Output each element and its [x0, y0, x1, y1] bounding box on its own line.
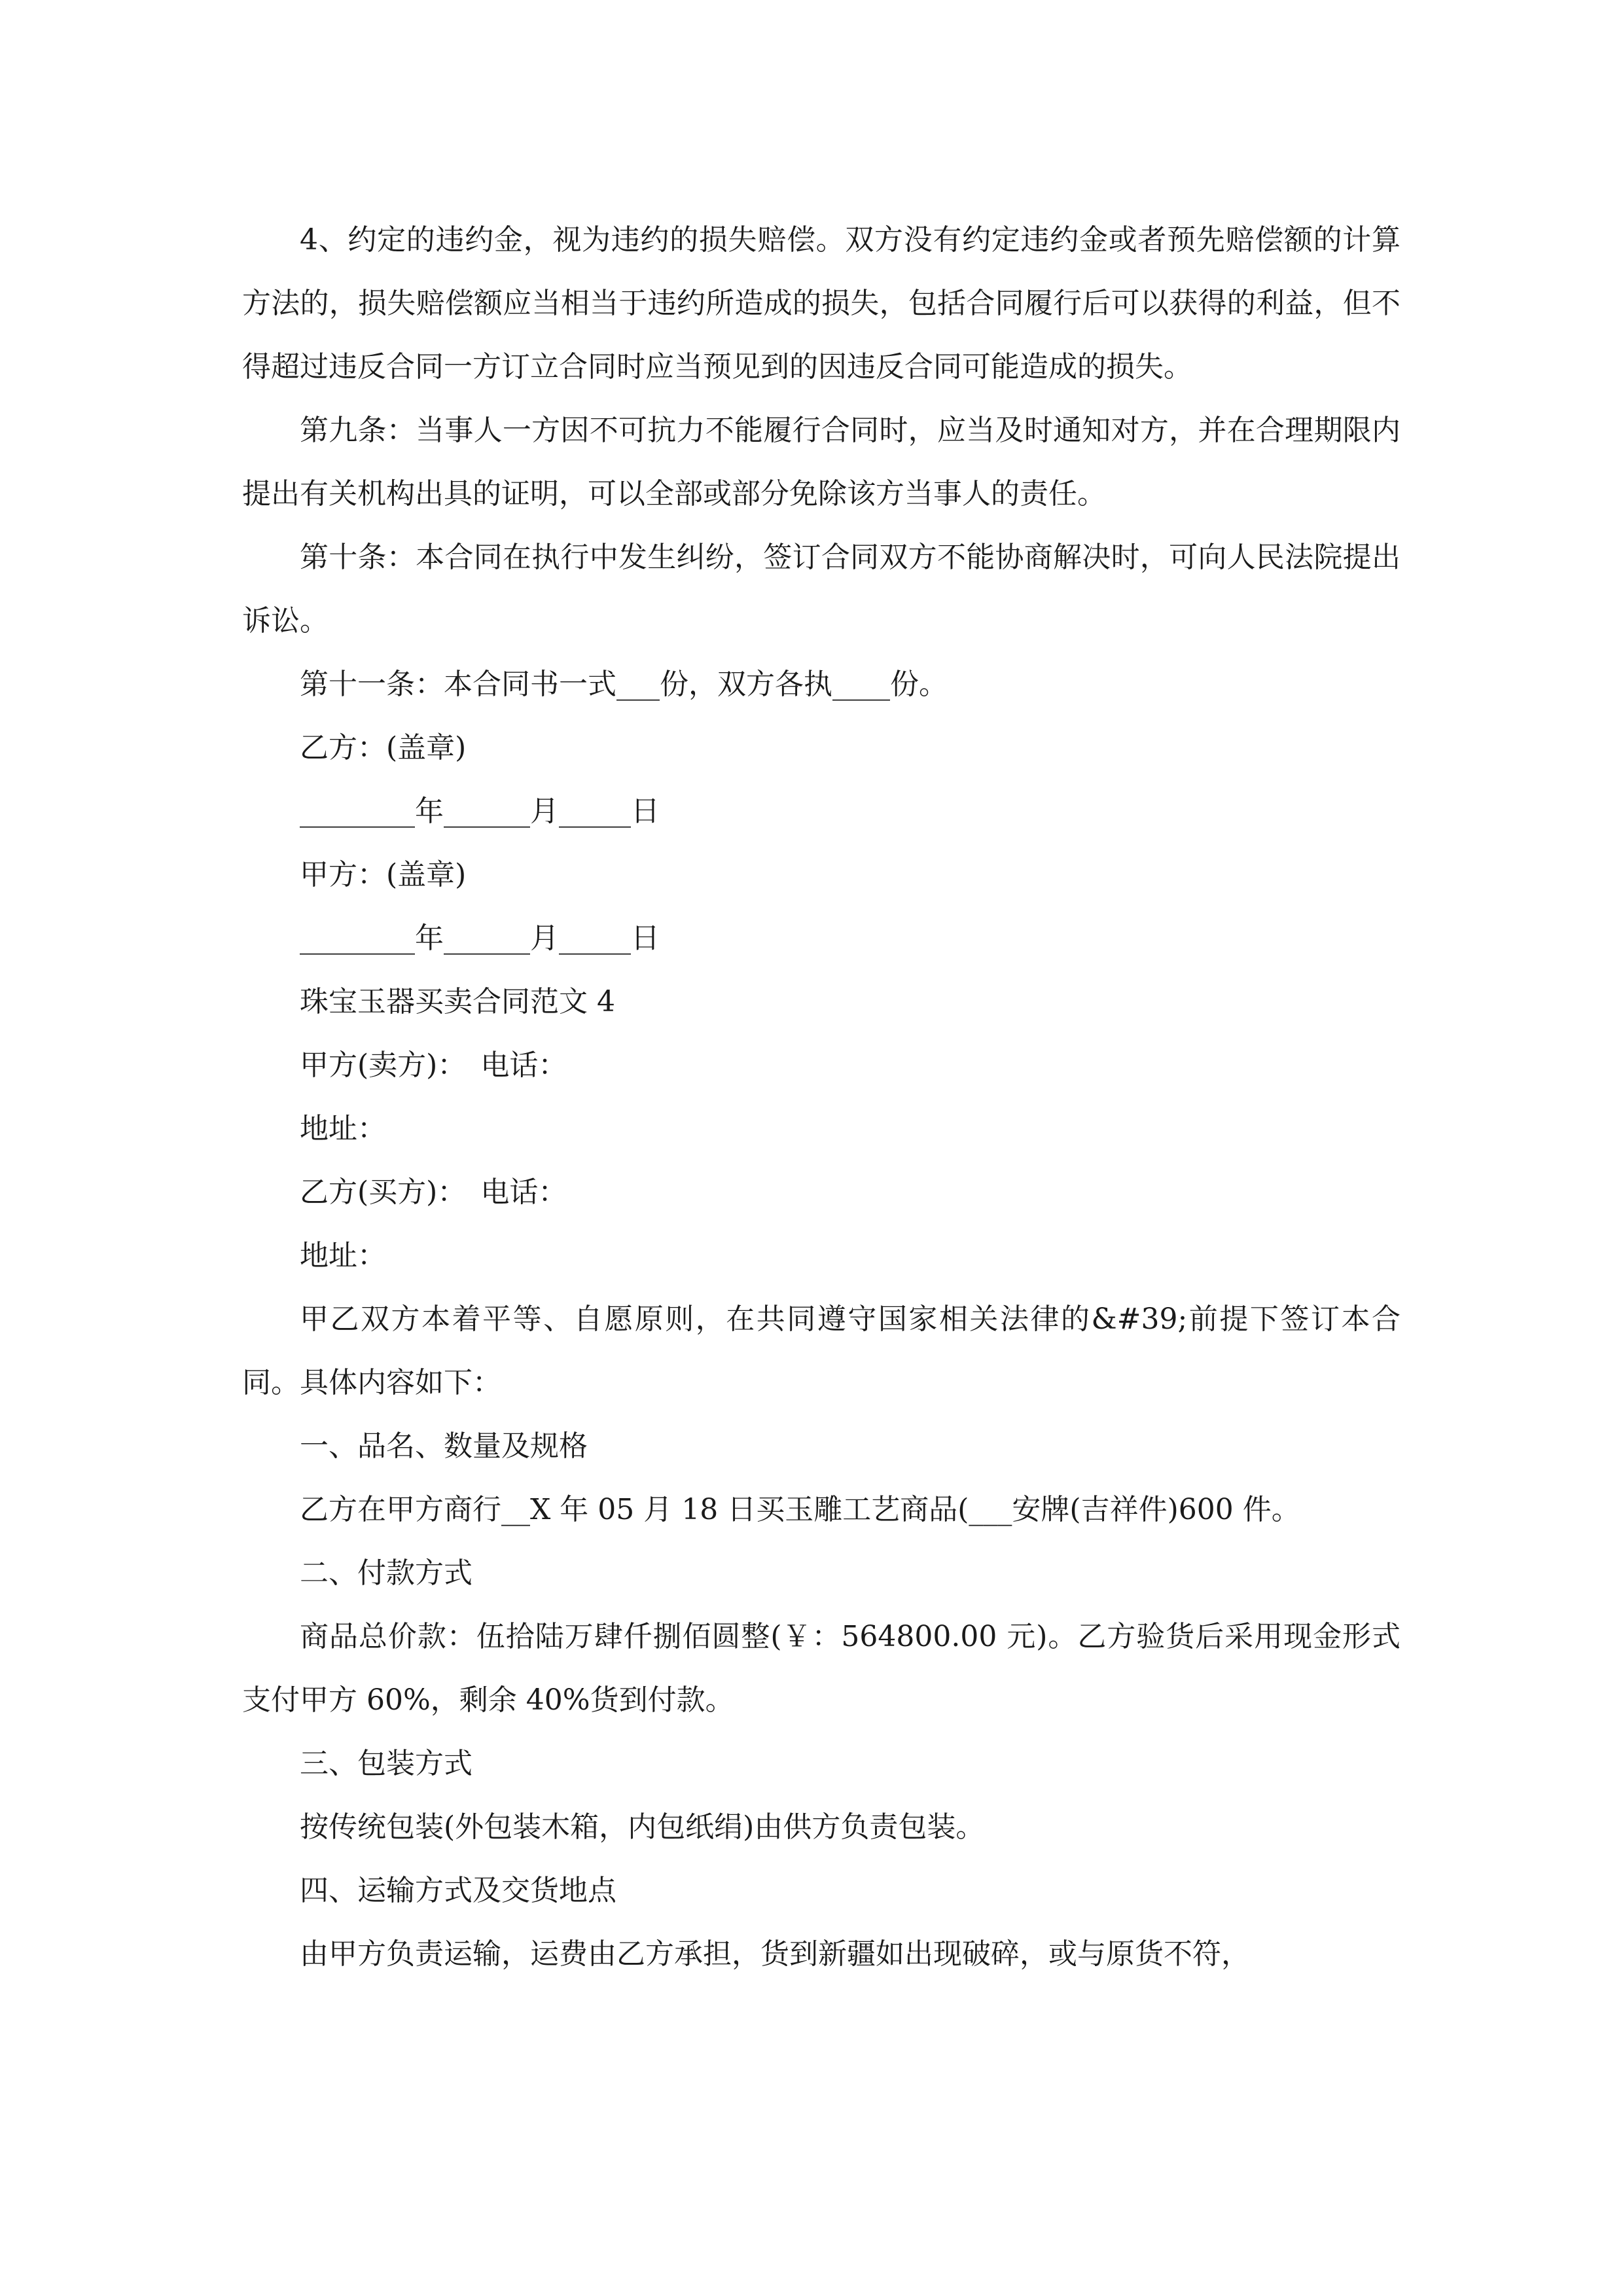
- heading-payment: 二、付款方式: [300, 1556, 473, 1590]
- clause-11: 第十一条：本合同书一式___份，双方各执____份。: [300, 668, 948, 701]
- buyer-phone: 乙方(买方)： 电话：: [300, 1175, 567, 1209]
- preamble: 甲乙双方本着平等、自愿原则，在共同遵守国家相关法律的&#39;前提下签订本合同。具体内容如下：: [242, 1302, 1400, 1399]
- section-title: 珠宝玉器买卖合同范文 4: [300, 985, 615, 1018]
- transport-detail: 由甲方负责运输，运费由乙方承担，货到新疆如出现破碎，或与原货不符，: [300, 1937, 1250, 1971]
- clause-8-item-4: 4、约定的违约金，视为违约的损失赔偿。双方没有约定违约金或者预先赔偿额的计算方法的，损失赔偿额应当相当于违约所造成的损失，包括合同履行后可以获得的利益，但不得超过违反合同一方订立合同时应当预见到的因违反合同可能造成的损失。: [242, 223, 1400, 384]
- clause-9: 第九条：当事人一方因不可抗力不能履行合同时，应当及时通知对方，并在合理期限内提出有关机构出具的证明，可以全部或部分免除该方当事人的责任。: [242, 414, 1400, 511]
- buyer-address: 地址：: [300, 1239, 386, 1272]
- heading-transport: 四、运输方式及交货地点: [300, 1874, 616, 1907]
- payment-detail: 商品总价款：伍拾陆万肆仟捌佰圆整(￥：564800.00 元)。乙方验货后采用现金形式支付甲方 60%，剩余 40%货到付款。: [242, 1620, 1400, 1717]
- heading-product: 一、品名、数量及规格: [300, 1429, 588, 1463]
- product-detail: 乙方在甲方商行__X 年 05 月 18 日买玉雕工艺商品(___安牌(吉祥件)600 件。: [300, 1493, 1300, 1526]
- heading-packaging: 三、包装方式: [300, 1747, 473, 1780]
- party-a-seal: 甲方：(盖章): [300, 858, 467, 891]
- party-b-date: ________年______月_____日: [300, 795, 660, 828]
- seller-address: 地址：: [300, 1112, 386, 1145]
- party-a-date: ________年______月_____日: [300, 922, 660, 955]
- document-body: [242, 208, 1400, 1986]
- seller-phone: 甲方(卖方)： 电话：: [300, 1049, 567, 1082]
- party-b-seal: 乙方：(盖章): [300, 731, 467, 764]
- clause-10: 第十条：本合同在执行中发生纠纷，签订合同双方不能协商解决时，可向人民法院提出诉讼。: [242, 541, 1400, 637]
- packaging-detail: 按传统包装(外包装木箱，内包纸绢)由供方负责包装。: [300, 1810, 985, 1844]
